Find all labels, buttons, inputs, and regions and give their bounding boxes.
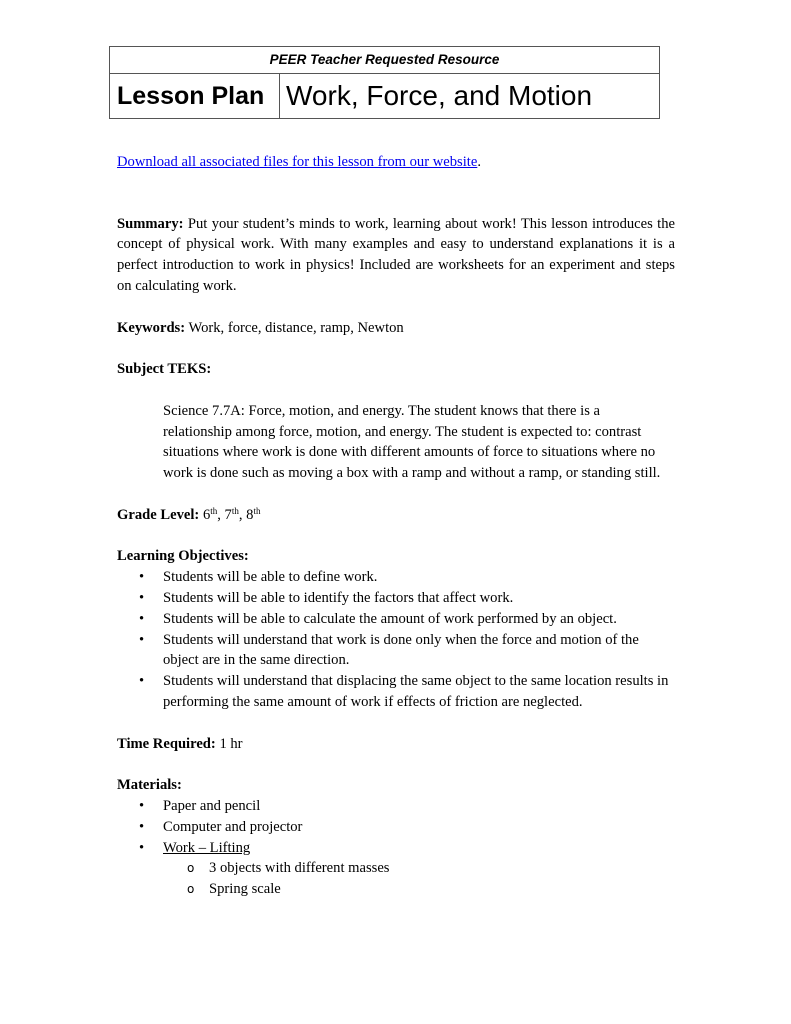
grade-number: 8 — [246, 506, 254, 523]
time-line — [117, 734, 675, 755]
materials-label: Materials: — [117, 777, 182, 794]
objectives-list — [117, 567, 675, 713]
grade-label: Grade Level: — [117, 506, 200, 523]
summary-label: Summary: — [117, 215, 184, 232]
download-line — [117, 152, 675, 173]
summary-paragraph — [117, 214, 675, 297]
grade-line — [117, 505, 675, 526]
material-sublist — [163, 858, 675, 900]
resource-banner: PEER Teacher Requested Resource — [110, 47, 659, 74]
keywords-text: Work, force, distance, ramp, Newton — [188, 319, 404, 336]
grade-ordinal: th — [210, 505, 218, 516]
download-suffix: . — [477, 154, 481, 170]
material-item — [117, 796, 675, 817]
objectives-label: Learning Objectives: — [117, 548, 249, 565]
objective-item: • Students will understand that work is done only when the force and motion of the object are in the same direction. — [117, 630, 675, 672]
material-item — [117, 838, 675, 900]
grade-values: 6th, 7th, 8th — [202, 505, 261, 523]
materials-heading — [117, 775, 675, 796]
title-row — [110, 74, 659, 118]
grade-ordinal: th — [231, 505, 239, 516]
summary-text: Put your student’s minds to work, learning about work! This lesson introduces the concept of physical work. With many examples and easy to understand explanations it is a perfect introduction to work in physics! Included are worksheets for an experiment and steps on calculating work. — [117, 215, 675, 294]
material-text: Paper and pencil — [163, 797, 261, 814]
material-subitem: o Spring scale — [117, 879, 675, 900]
grade-number: 6 — [202, 506, 211, 523]
grade-ordinal: th — [253, 505, 261, 516]
lesson-title: Work, Force, and Motion — [286, 80, 593, 111]
material-item — [117, 817, 675, 838]
resource-header-table — [109, 46, 660, 119]
materials-list — [117, 796, 675, 900]
material-text: Computer and projector — [163, 818, 303, 835]
material-text[interactable]: Work – Lifting — [163, 839, 251, 856]
time-label: Time Required: — [117, 735, 216, 752]
document-body — [117, 152, 675, 900]
objective-item: • Students will understand that displacing the same object to the same location results in performing the same amount of work if effects of friction are neglected. — [117, 671, 675, 713]
keywords-line — [117, 318, 675, 339]
material-subitem: o 3 objects with different masses — [117, 858, 675, 879]
grade-number: 7 — [224, 506, 232, 523]
lesson-plan-label: Lesson Plan — [110, 74, 280, 118]
objective-item: • Students will be able to calculate the amount of work performed by an object. — [117, 609, 675, 630]
objectives-heading — [117, 546, 675, 567]
teks-label: Subject TEKS: — [117, 361, 212, 378]
download-link[interactable]: Download all associated files for this lesson from our website — [117, 154, 478, 170]
teks-text: Science 7.7A: Force, motion, and energy. The student knows that there is a relationship among force, motion, and energy. The student is expected to: contrast situations where work is done with different amounts of force to situations where no work is done such as moving a box with a ramp and without a ramp, or standing still. — [163, 402, 661, 482]
teks-heading — [117, 359, 675, 380]
keywords-label: Keywords: — [117, 319, 186, 336]
time-value: 1 hr — [219, 735, 243, 752]
objective-item: • Students will be able to identify the factors that affect work. — [117, 588, 675, 609]
objective-item: • Students will be able to define work. — [117, 567, 675, 588]
